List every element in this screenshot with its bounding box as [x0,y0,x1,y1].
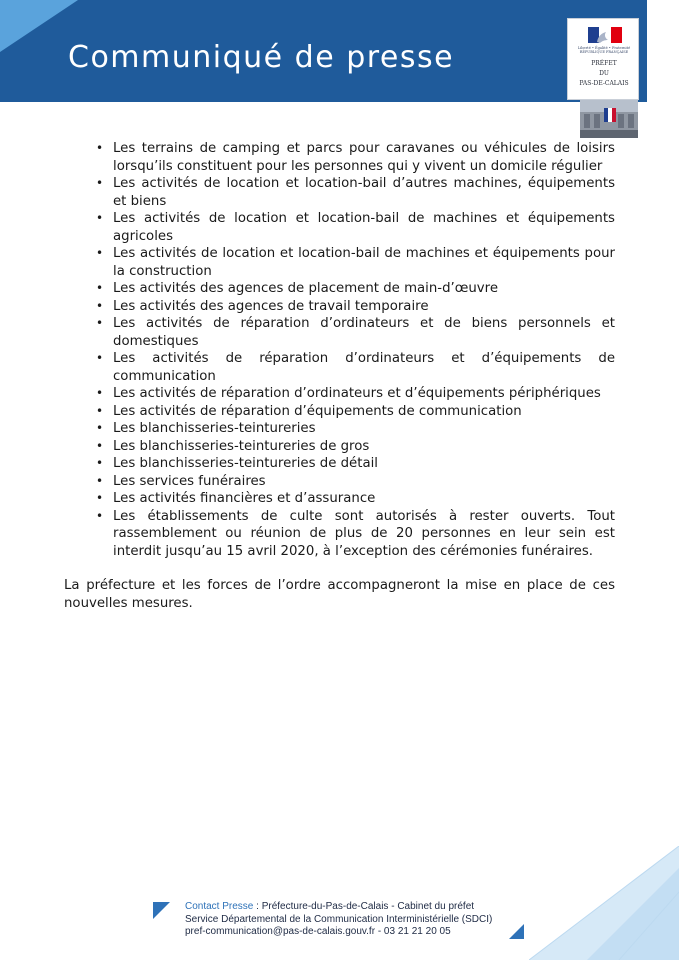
page-title: Communiqué de presse [68,40,455,75]
list-item: • Les blanchisseries-teintureries de gros [113,438,615,456]
banner-right-gap [647,0,679,102]
list-item: • Les services funéraires [113,473,615,491]
list-item: • Les activités de location et location-bail de machines et équipements pour la construction [113,245,615,280]
contact-line-2: Service Départemental de la Communication Interministérielle (SDCI) [185,913,493,925]
logo-prefet-text: PRÉFET DU PAS-DE-CALAIS [579,60,629,87]
prefecture-logo [567,18,639,100]
closure-exceptions-list [64,140,615,560]
list-item: • Les blanchisseries-teintureries de détail [113,455,615,473]
closing-paragraph: La préfecture et les forces de l’ordre accompagneront la mise en place de ces nouvelles mesures. [64,578,615,611]
contact-label: Contact Presse [185,901,254,912]
list-item: • Les blanchisseries-teintureries [113,420,615,438]
list-item: • Les terrains de camping et parcs pour caravanes ou véhicules de loisirs lorsqu’ils constituent pour les personnes qui y vivent un domicile régulier [113,140,615,175]
banner-corner-triangle [0,0,78,52]
footer-corner-decoration [529,846,679,960]
logo-motto: Liberté • Égalité • Fraternité RÉPUBLIQUE FRANÇAISE [577,46,631,54]
contact-line-1 [185,901,492,914]
footer-left-triangle [153,902,170,919]
list-item: • Les activités des agences de placement de main-d’œuvre [113,280,615,298]
list-item: • Les activités de réparation d’ordinateurs et d’équipements périphériques [113,385,615,403]
list-item: • Les activités de réparation d’équipements de communication [113,403,615,421]
list-item: • Les activités des agences de travail temporaire [113,298,615,316]
contact-line-3: pref-communication@pas-de-calais.gouv.fr - 03 21 21 20 05 [185,926,451,938]
document-body [64,140,615,626]
marianne-flag-icon [588,27,622,43]
list-item: • Les activités financières et d’assurance [113,490,615,508]
footer-right-triangle [509,924,524,939]
list-item: • Les établissements de culte sont autorisés à rester ouverts. Tout rassemblement ou réunion de plus de 20 personnes en leur sein est interdit jusqu’au 15 avril 2020, à l’exception des cérémonies funéraires. [113,508,615,561]
press-contact [185,901,492,939]
list-item: • Les activités de location et location-bail de machines et équipements agricoles [113,210,615,245]
prefecture-building-photo [580,100,638,138]
list-item: • Les activités de réparation d’ordinateurs et de biens personnels et domestiques [113,315,615,350]
list-item: • Les activités de location et location-bail d’autres machines, équipements et biens [113,175,615,210]
contact-detail: : Préfecture-du-Pas-de-Calais - Cabinet du préfet [253,901,475,912]
list-item: • Les activités de réparation d’ordinateurs et d’équipements de communication [113,350,615,385]
